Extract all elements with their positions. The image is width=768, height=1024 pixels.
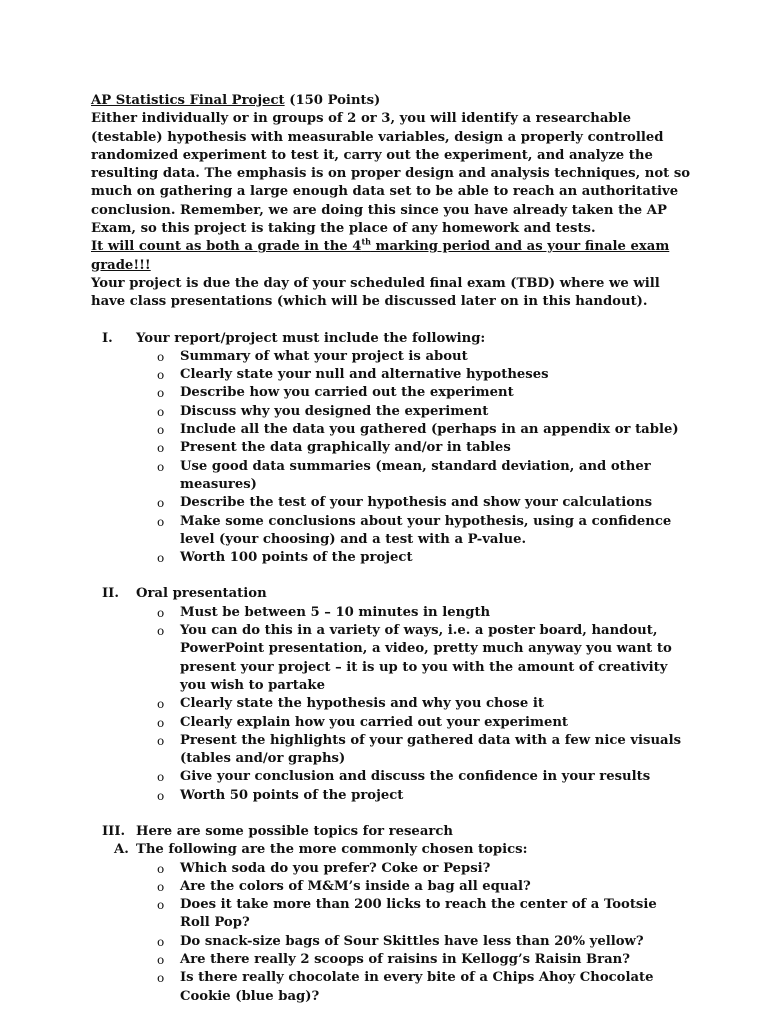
grade-note-sup: th bbox=[361, 236, 371, 247]
list-item-text: Use good data summaries (mean, standard deviation, and other measures) bbox=[180, 458, 651, 492]
section-title: Here are some possible topics for research bbox=[136, 823, 453, 839]
section-oral-presentation bbox=[91, 585, 691, 805]
bullet-icon: o bbox=[157, 715, 165, 730]
section-heading bbox=[91, 823, 691, 841]
list-item-text: Are there really 2 scoops of raisins in Kellogg’s Raisin Bran? bbox=[180, 952, 630, 968]
section-title: Oral presentation bbox=[136, 586, 267, 602]
list-item-text: Clearly state the hypothesis and why you chose it bbox=[180, 696, 544, 712]
list-item-text: Which soda do you prefer? Coke or Pepsi? bbox=[180, 860, 491, 876]
bullet-icon: o bbox=[157, 514, 165, 529]
bullet-icon: o bbox=[157, 496, 165, 511]
document-title: AP Statistics Final Project bbox=[91, 93, 285, 108]
list-item-text: Discuss why you designed the experiment bbox=[180, 403, 489, 419]
list-item bbox=[91, 695, 691, 713]
list-item bbox=[91, 348, 691, 366]
bullet-icon: o bbox=[157, 934, 165, 949]
bullet-icon: o bbox=[157, 404, 165, 419]
section-research-topics bbox=[91, 823, 691, 1006]
list-item-text: Must be between 5 – 10 minutes in length bbox=[180, 604, 491, 620]
list-item-text: Are the colors of M&M’s inside a bag all equal? bbox=[180, 878, 531, 894]
list-item bbox=[91, 787, 691, 805]
section-title: Your report/project must include the following: bbox=[136, 330, 486, 346]
list-item-text: Clearly state your null and alternative hypotheses bbox=[180, 367, 549, 383]
list-item-text: Do snack-size bags of Sour Skittles have less than 20% yellow? bbox=[180, 933, 644, 949]
list-item bbox=[91, 494, 691, 512]
grade-note-pre: It will count as both a grade in the 4 bbox=[91, 239, 362, 255]
list-item-text: Worth 50 points of the project bbox=[180, 787, 404, 803]
bullet-icon: o bbox=[157, 386, 165, 401]
list-item-text: Make some conclusions about your hypothesis, using a confidence level (your choosing) and a test with a P-value. bbox=[180, 513, 672, 547]
list-item bbox=[91, 513, 691, 550]
bullet-icon: o bbox=[157, 788, 165, 803]
list-item-text: You can do this in a variety of ways, i.e. a poster board, handout, PowerPoint presentation, a video, pretty much anyway you want to present your project – it is up to you with the amount of creativity you wish to partake bbox=[180, 623, 672, 693]
list-item-text: Summary of what your project is about bbox=[180, 348, 468, 364]
bullet-icon: o bbox=[157, 349, 165, 364]
bullet-icon: o bbox=[157, 971, 165, 986]
bullet-icon: o bbox=[157, 697, 165, 712]
list-item-text: Clearly explain how you carried out your experiment bbox=[180, 714, 569, 730]
intro-paragraph: Either individually or in groups of 2 or 3, you will identify a researchable (testable) hypothesis with measurable variables, design a properly controlled randomized experiment to test it, carry out the experiment, and analyze the resulting data. The emphasis is on proper design and analysis techniques, not so much on gathering a large enough data set to be able to reach an authoritative conclusion. Remember, we are doing this since you have already taken the AP Exam, so this project is taking the place of any homework and tests. bbox=[91, 111, 691, 237]
document-page bbox=[91, 92, 691, 1006]
list-item-text: Include all the data you gathered (perhaps in an appendix or table) bbox=[180, 422, 679, 438]
list-item-text: Is there really chocolate in every bite of a Chips Ahoy Chocolate Cookie (blue bag)? bbox=[180, 970, 654, 1004]
list-item bbox=[91, 604, 691, 622]
bullet-icon: o bbox=[157, 879, 165, 894]
list-item bbox=[91, 458, 691, 495]
bullet-icon: o bbox=[157, 953, 165, 968]
bullet-icon: o bbox=[157, 551, 165, 566]
subsection-letter: A. bbox=[114, 842, 129, 858]
section-heading bbox=[91, 585, 691, 603]
list-item bbox=[91, 933, 691, 951]
bullet-icon: o bbox=[157, 861, 165, 876]
bullet-icon: o bbox=[157, 624, 165, 639]
section-report bbox=[91, 330, 691, 568]
list-item bbox=[91, 549, 691, 567]
points-label: (150 Points) bbox=[284, 93, 381, 108]
bullet-icon: o bbox=[157, 423, 165, 438]
topics-list bbox=[91, 860, 691, 1006]
section-number: I. bbox=[102, 330, 113, 346]
section-number: III. bbox=[102, 823, 126, 839]
list-item bbox=[91, 439, 691, 457]
list-item bbox=[91, 768, 691, 786]
list-item-text: Present the data graphically and/or in tables bbox=[180, 440, 511, 456]
bullet-icon: o bbox=[157, 368, 165, 383]
list-item-text: Does it take more than 200 licks to reach the center of a Tootsie Roll Pop? bbox=[180, 897, 657, 931]
bullet-icon: o bbox=[157, 441, 165, 456]
list-item bbox=[91, 384, 691, 402]
list-item bbox=[91, 366, 691, 384]
list-item bbox=[91, 732, 691, 769]
bullet-icon: o bbox=[157, 898, 165, 913]
list-item bbox=[91, 896, 691, 933]
list-item-text: Describe the test of your hypothesis and show your calculations bbox=[180, 495, 653, 511]
list-item-text: Worth 100 points of the project bbox=[180, 550, 413, 566]
due-paragraph: Your project is due the day of your scheduled final exam (TBD) where we will have class presentations (which will be discussed later on in this handout). bbox=[91, 275, 660, 310]
subsection-title: The following are the more commonly chosen topics: bbox=[136, 842, 528, 858]
grade-note-post: marking period and as your finale exam grade!!! bbox=[91, 239, 670, 273]
list-item bbox=[91, 860, 691, 878]
section-number: II. bbox=[102, 586, 119, 602]
list-item bbox=[91, 951, 691, 969]
bullet-icon: o bbox=[157, 733, 165, 748]
presentation-requirements-list bbox=[91, 604, 691, 805]
document-heading bbox=[91, 92, 691, 110]
list-item bbox=[91, 421, 691, 439]
bullet-icon: o bbox=[157, 459, 165, 474]
section-heading bbox=[91, 330, 691, 348]
report-requirements-list bbox=[91, 348, 691, 568]
list-item bbox=[91, 714, 691, 732]
list-item bbox=[91, 622, 691, 695]
list-item-text: Give your conclusion and discuss the confidence in your results bbox=[180, 769, 651, 785]
list-item-text: Present the highlights of your gathered data with a few nice visuals (tables and/or graphs) bbox=[180, 732, 682, 767]
bullet-icon: o bbox=[157, 605, 165, 620]
list-item bbox=[91, 878, 691, 896]
list-item-text: Describe how you carried out the experiment bbox=[180, 385, 514, 401]
subsection-heading bbox=[91, 841, 691, 859]
list-item bbox=[91, 969, 691, 1006]
bullet-icon: o bbox=[157, 770, 165, 785]
grade-note bbox=[91, 238, 691, 275]
list-item bbox=[91, 403, 691, 421]
